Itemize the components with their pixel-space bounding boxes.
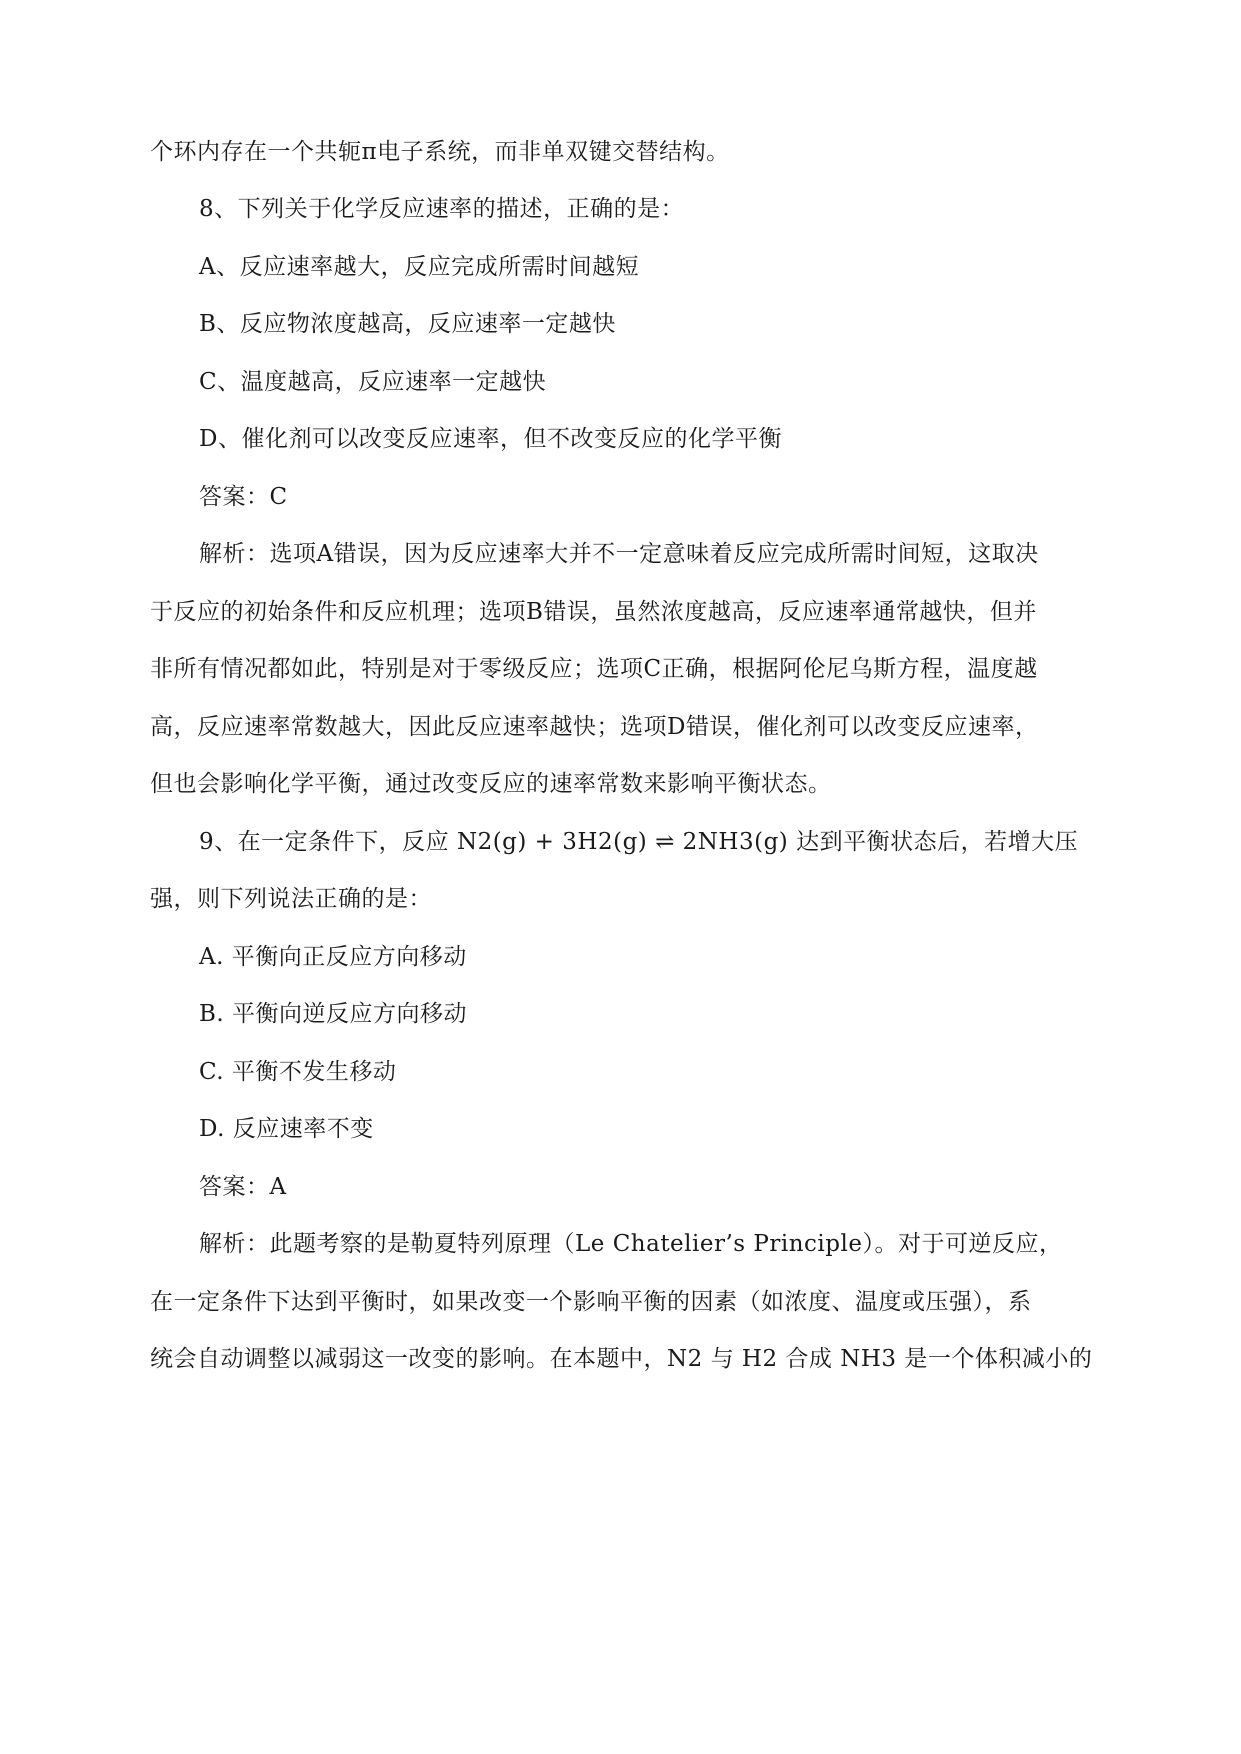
q8-explanation-line: 但也会影响化学平衡，通过改变反应的速率常数来影响平衡状态。: [150, 771, 832, 797]
question-9-stem: 强，则下列说法正确的是：: [150, 886, 432, 912]
q9-option-d: D. 反应速率不变: [199, 1116, 374, 1142]
q8-explanation-line: 于反应的初始条件和反应机理；选项B错误，虽然浓度越高，反应速率通常越快，但并: [150, 599, 1037, 625]
q8-answer: 答案：C: [199, 484, 288, 510]
q8-option-b: B、反应物浓度越高，反应速率一定越快: [199, 311, 616, 337]
question-8-stem: 8、下列关于化学反应速率的描述，正确的是：: [199, 196, 685, 222]
q9-explanation-line: 解析：此题考察的是勒夏特列原理（Le Chatelier’s Principle）。对于可逆反应，: [199, 1231, 1063, 1257]
q9-explanation-line: 统会自动调整以减弱这一改变的影响。在本题中，N2 与 H2 合成 NH3 是一个体积减小的: [150, 1346, 1093, 1372]
text-line: 个环内存在一个共轭π电子系统，而非单双键交替结构。: [150, 139, 730, 165]
q8-option-c: C、温度越高，反应速率一定越快: [199, 369, 547, 395]
q9-answer: 答案：A: [199, 1174, 287, 1200]
q8-explanation-line: 高，反应速率常数越大，因此反应速率越快；选项D错误，催化剂可以改变反应速率，: [150, 714, 1039, 740]
q8-explanation-line: 非所有情况都如此，特别是对于零级反应；选项C正确，根据阿伦尼乌斯方程，温度越: [150, 656, 1038, 682]
q9-option-c: C. 平衡不发生移动: [199, 1059, 397, 1085]
q9-option-b: B. 平衡向逆反应方向移动: [199, 1001, 468, 1027]
question-9-stem: 9、在一定条件下，反应 N2(g) + 3H2(g) ⇌ 2NH3(g) 达到平衡状态后，若增大压: [199, 829, 1079, 855]
q9-explanation-line: 在一定条件下达到平衡时，如果改变一个影响平衡的因素（如浓度、温度或压强），系: [150, 1289, 1032, 1315]
q8-explanation-line: 解析：选项A错误，因为反应速率大并不一定意味着反应完成所需时间短，这取决: [199, 541, 1039, 567]
q8-option-d: D、催化剂可以改变反应速率，但不改变反应的化学平衡: [199, 426, 782, 452]
q9-option-a: A. 平衡向正反应方向移动: [199, 944, 467, 970]
q8-option-a: A、反应速率越大，反应完成所需时间越短: [199, 254, 640, 280]
